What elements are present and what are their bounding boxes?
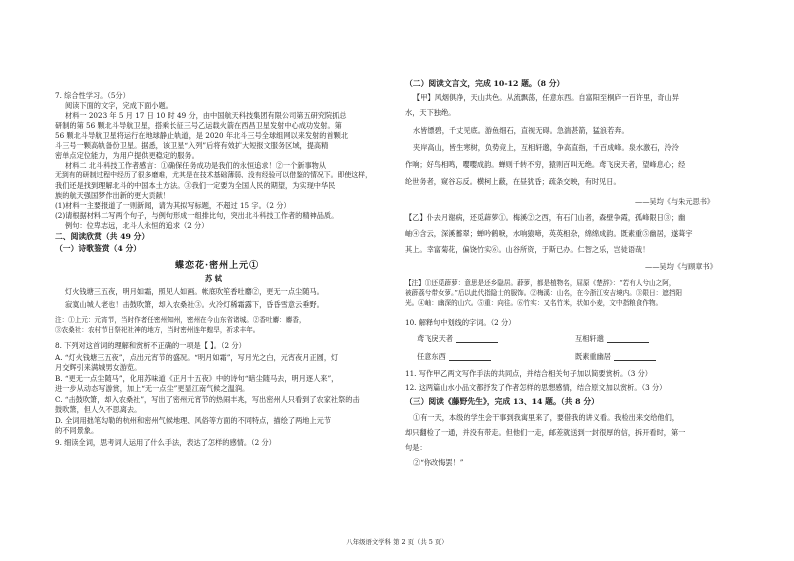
passage-jia-source: ——吴均《与朱元思书》 xyxy=(635,197,715,206)
q10-item xyxy=(575,334,649,343)
passage-yi-line: 其上。幸富菊花，偏饶竹实⑥。山谷所资，于斯已办。仁智之乐，岂徒语哉！ xyxy=(405,245,650,254)
option-c: C. “击鼓吹箫，却入农桑社”，写出了密州元宵节的热闹丰兆，写出密州人只看到了农家社祭的击 xyxy=(55,395,360,404)
passage-yi-line: 岫④含云，深溪蓄翠；蝉吟鹤唳，水响猿啼，英英相杂，绵绵成韵。既素重⑤幽居，遂葺宇 xyxy=(405,229,693,238)
classical-note: 【注】①还觅薜萝：意思是还乡隐居。薜萝，都是植物名，屈原《楚辞》：“若有人兮山之阿， xyxy=(405,279,676,287)
modern-section-heading: （三）阅读《藤野先生》，完成 13、14 题。（共 8 分） xyxy=(405,397,599,406)
option-b-cont: 进一步从动态写游赏，加上“无一点尘”更显江南气候之温润。 xyxy=(55,384,250,393)
answer-blank[interactable] xyxy=(449,353,491,361)
modern-passage-line: 却只翻检了一通，并没有带走。但他们一走，邮差就送到一封很厚的信，拆开看时，第一 xyxy=(405,428,686,437)
option-a: A. “灯火钱塘三五夜”，点出元宵节的盛况。“明月如霜”，写月光之白，元宵夜月正圆，灯 xyxy=(55,353,339,362)
modern-passage-line: ②“你改悔罢！” xyxy=(413,458,464,467)
option-d: D. 全词用拙笔勾勒的杭州和密州气候地理、风俗等方面的不同特点，描绘了两地上元节 xyxy=(55,416,332,425)
example-sentence: 例句：位卑志远，北斗人永恒的追求（2 分） xyxy=(65,221,209,230)
poem-line: 灯火钱塘三五夜，明月如霜，照见人如画。帐底吹笙香吐麝②，更无一点尘随马。 xyxy=(65,287,324,296)
sub-question-2: (2)请根据材料二写两个句子，与例句形成一组排比句，突出北斗科技工作者的精神品质。 xyxy=(55,211,339,220)
material-2-line: 族的航天强国梦作出新的更大贡献！ xyxy=(55,191,171,200)
passage-jia-line: 纶世务者，窥谷忘反。横柯上蔽，在昼犹昏；疏条交映，有时见日。 xyxy=(405,177,621,186)
material-2-line: 无到有的研制过程中经历了很多磨难，尤其是在技术基础薄弱、没有经验可以借鉴的情况下。即使这样， xyxy=(55,171,372,179)
material-1-line: 56 颗北斗导航卫星将运行在地球静止轨道，是 2020 年北斗三号全球组网以来发射的首颗北 xyxy=(55,131,349,140)
passage-jia-line: 作响；好鸟相鸣，嘤嘤成韵。蝉则千转不穷，猿则百叫无绝。鸢飞戾天者，望峰息心；经 xyxy=(405,160,686,169)
question-9: 9. 细读全词，思考词人运用了什么手法，表达了怎样的感情。（2 分） xyxy=(55,438,276,447)
passage-yi-source: ——吴均《与顾章书》 xyxy=(645,262,717,271)
q10-item-text: 既素重幽居 xyxy=(575,352,611,361)
option-d-cont: 的不同景象。 xyxy=(55,426,99,435)
material-1-line: 材料一 2023 年 5 月 17 日 10 时 49 分，由中国航天科技集团有限公司第五研究院抓总 xyxy=(65,111,347,120)
instruction-line: 阅读下面的文字，完成下面小题。 xyxy=(65,101,173,110)
passage-jia-line: 水皆缥碧，千丈见底。游鱼细石，直视无碍。急湍甚箭，猛浪若奔。 xyxy=(413,126,629,135)
material-2-line: 材料二 北斗科技工作者感言：①确保任务成功是我们的永恒追求！②一个新事物从 xyxy=(65,161,327,170)
answer-blank[interactable] xyxy=(456,335,498,343)
question-7-heading: 7. 综合性学习。（5分） xyxy=(55,91,130,100)
poem-author: 苏 轼 xyxy=(205,274,222,283)
sub-question-1: (1)材料一主要报道了一则新闻，请为其拟写标题，不超过 15 字。（2 分） xyxy=(55,201,291,210)
option-b: B. “更无一点尘随马”，化用苏味道《正月十五夜》中的诗句“暗尘随马去，明月逐人来”， xyxy=(55,374,339,383)
q10-item-text: 鸢飞戾天者 xyxy=(417,334,453,343)
option-c-cont: 鼓吹箫，但人久不思离去。 xyxy=(55,405,142,414)
question-8: 8. 下列对这首词的理解和赏析不正确的一项是【 】。（2 分） xyxy=(55,341,246,350)
option-a-cont: 月交辉引来满城男女游览。 xyxy=(55,363,142,372)
poem-line: 寂寞山城人老也！击鼓吹箫，却入农桑社③。火冷灯稀霜露下，昏昏雪意云垂野。 xyxy=(65,300,324,309)
answer-blank[interactable] xyxy=(607,335,649,343)
q10-item xyxy=(417,352,491,361)
material-1-line: 密单点定位能力，为用户提供更稳定的服务。 xyxy=(55,151,199,160)
classical-note: 光。④岫：幽深的山穴。⑤重：向往。⑥竹实：又名竹米，状如小麦，文中指粮食作物。 xyxy=(405,299,663,307)
poem-note: ③农桑社：农村节日祭祀社神的地方，当时密州连年蝗旱，祈求丰年。 xyxy=(55,326,260,334)
classical-section-heading: （二）阅读文言文，完成 10-12 题。（8 分） xyxy=(405,79,565,88)
passage-yi-line: 【乙】仆去月谢病，还觅薜萝①。梅溪②之西，有石门山者，森壁争霞，孤峰限日③；幽 xyxy=(405,213,686,222)
answer-blank[interactable] xyxy=(614,353,656,361)
material-1-line: 研制的第 56 颗北斗导航卫星，搭乘长征三号乙运载火箭在西昌卫星发射中心成功发射。第 xyxy=(55,121,342,130)
poem-note: 注：①上元：元宵节，当时作者任密州知州，密州在今山东省诸城。②香吐麝：麝香， xyxy=(55,316,306,324)
passage-jia-line: 水，天下独绝。 xyxy=(405,108,456,117)
classical-note: 被薜荔兮带女萝。”后以此代指隐士的服饰。②梅溪：山名，在今浙江安吉境内。③限日：遮挡阳 xyxy=(405,289,683,297)
material-1-line: 斗三号一颗高轨备份卫星。据悉，该卫星“入列”后将有效扩大短报文服务区域，提高精 xyxy=(55,141,329,150)
poetry-heading: （一）诗歌鉴赏（4 分） xyxy=(55,244,142,253)
page-footer: 八年级语文学科 第 2 页（共 5 页） xyxy=(346,538,448,546)
modern-passage-line: ①有一天，本级的学生会干事到我寓里来了，要借我的讲义看。我检出来交给他们， xyxy=(413,413,679,422)
q10-item xyxy=(417,334,498,343)
question-11: 11. 写作甲乙两文写作手法的共同点，并结合相关句子加以简要赏析。（3 分） xyxy=(405,369,652,378)
modern-passage-line: 句是： xyxy=(405,443,427,452)
q10-item-text: 互相轩邈 xyxy=(575,334,604,343)
q10-item xyxy=(575,352,656,361)
question-12: 12. 这两篇山水小品文都抒发了作者怎样的思想感情，结合原文加以赏析。（3 分） xyxy=(405,383,667,392)
poem-title: 蝶恋花·密州上元① xyxy=(175,261,260,271)
section-2-heading: 二、阅读欣赏（共 49 分） xyxy=(55,232,150,241)
question-10: 10. 解释句中划线的字词。（2 分） xyxy=(405,318,516,327)
passage-jia-line: 夹岸高山，皆生寒树，负势竞上，互相轩邈，争高直指，千百成峰。泉水激石，泠泠 xyxy=(413,143,679,152)
q10-item-text: 任意东西 xyxy=(417,352,446,361)
passage-jia-line: 【甲】风烟俱净，天山共色。从流飘荡，任意东西。自富阳至桐庐一百许里，奇山异 xyxy=(413,93,679,102)
material-2-line: 我们还是找到理解北斗的中国本土方法。③我们一定要为全国人民的期望，为实现中华民 xyxy=(55,181,336,190)
